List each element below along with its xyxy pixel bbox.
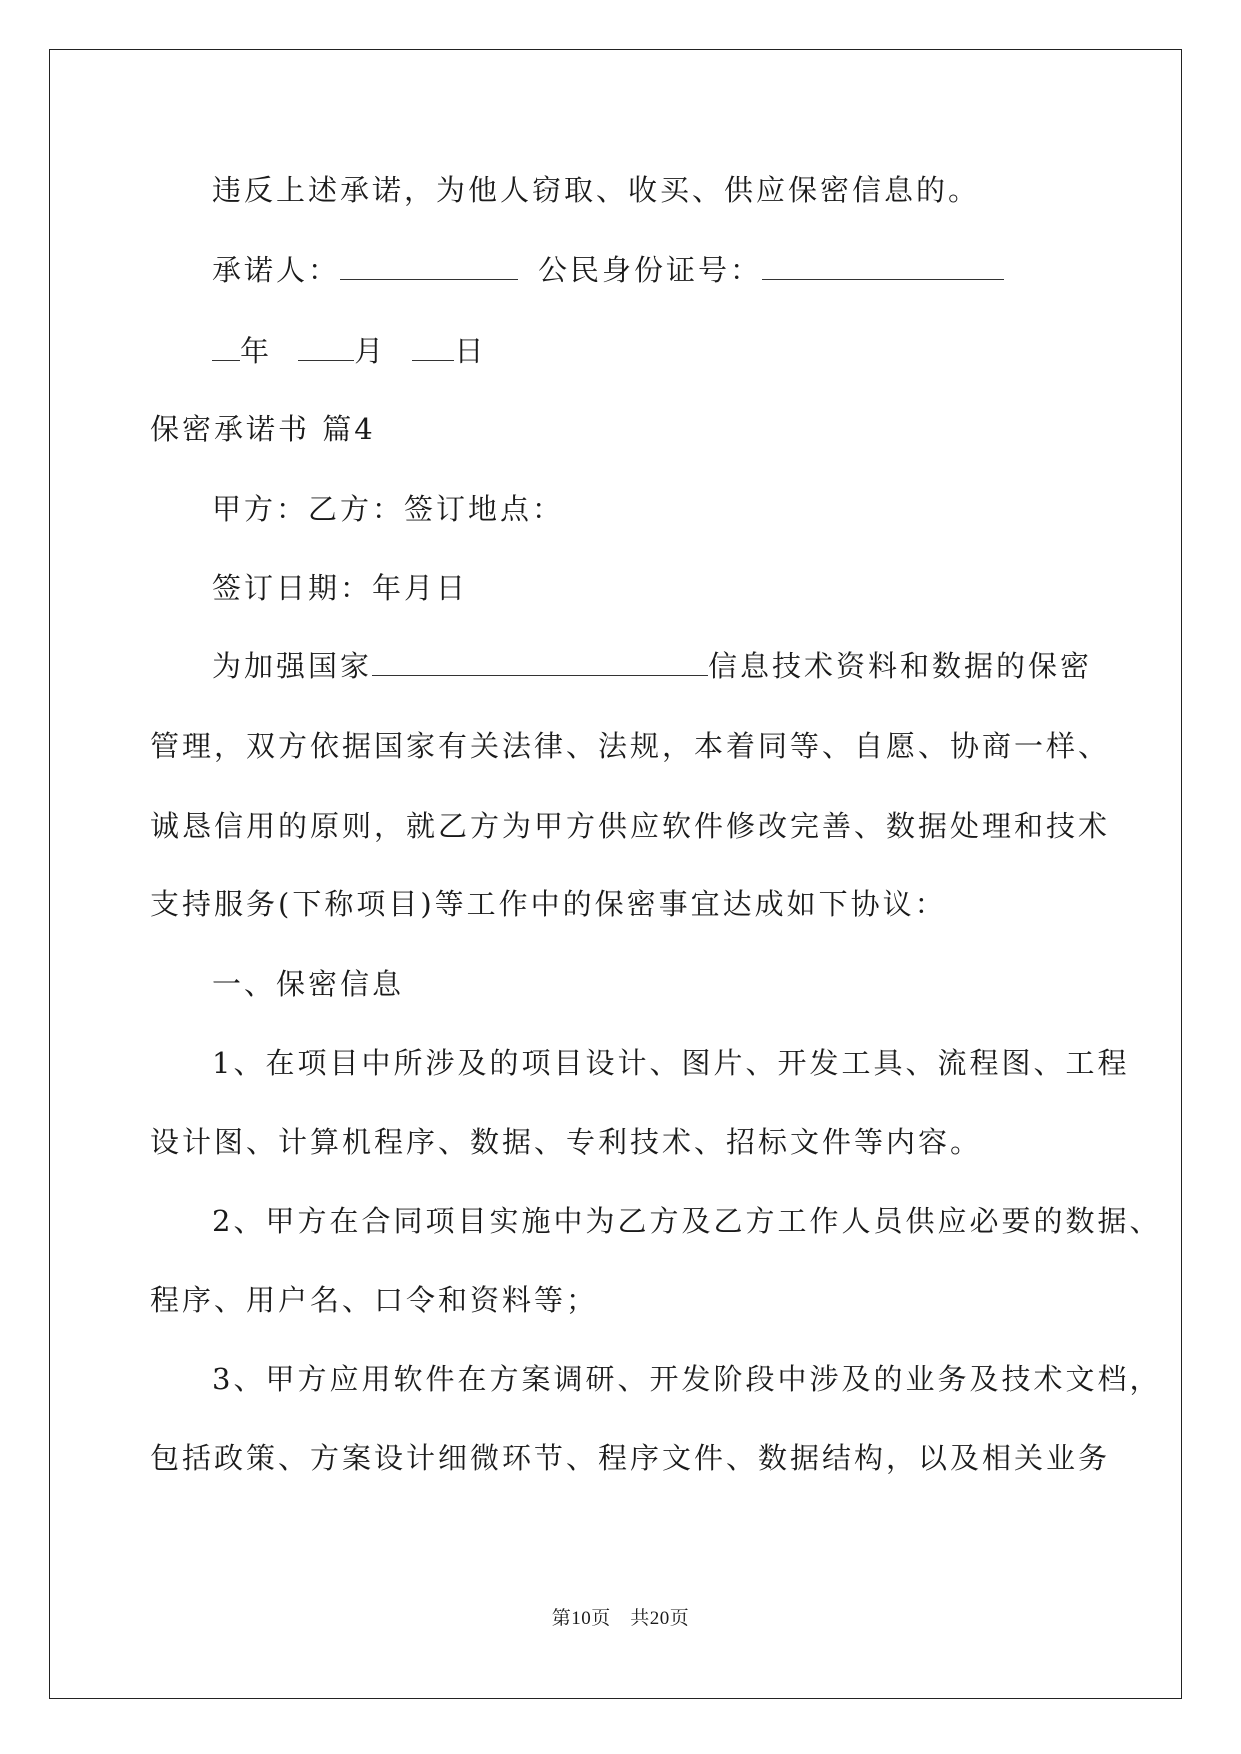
text-line: 设计图、计算机程序、数据、专利技术、招标文件等内容。	[150, 1125, 983, 1159]
text-line: 违反上述承诺，为他人窃取、收买、供应保密信息的。	[212, 173, 981, 207]
text-line: 3、甲方应用软件在方案调研、开发阶段中涉及的业务及技术文档，	[212, 1362, 1162, 1396]
day-label: 日	[454, 334, 487, 368]
text-line: 2、甲方在合同项目实施中为乙方及乙方工作人员供应必要的数据、	[212, 1204, 1162, 1238]
page-number: 第10页 共20页	[551, 1608, 690, 1629]
date-line	[212, 333, 486, 369]
text-line: 诚恳信用的原则，就乙方为甲方供应软件修改完善、数据处理和技术	[150, 809, 1111, 843]
month-label: 月	[354, 334, 387, 368]
id-number-blank	[762, 253, 1004, 280]
year-blank	[212, 334, 240, 361]
text-fragment: 为加强国家	[212, 649, 373, 683]
signature-line	[212, 252, 1004, 288]
promisor-label: 承诺人：	[212, 253, 341, 287]
day-blank	[412, 334, 454, 361]
text-line: 甲方：乙方：签订地点：	[212, 492, 565, 526]
text-line	[212, 648, 1092, 684]
year-label: 年	[240, 334, 273, 368]
info-blank	[372, 649, 708, 676]
text-fragment: 信息技术资料和数据的保密	[708, 649, 1093, 683]
text-line: 程序、用户名、口令和资料等；	[150, 1283, 599, 1317]
text-line: 支持服务(下称项目)等工作中的保密事宜达成如下协议：	[150, 887, 947, 921]
text-line: 签订日期：年月日	[212, 571, 469, 605]
id-number-label: 公民身份证号：	[538, 253, 763, 287]
clause-heading: 一、保密信息	[212, 967, 405, 1001]
month-blank	[298, 334, 354, 361]
section-heading: 保密承诺书 篇4	[150, 412, 376, 446]
text-line: 管理，双方依据国家有关法律、法规，本着同等、自愿、协商一样、	[150, 729, 1111, 763]
promisor-blank	[340, 253, 518, 280]
text-line: 包括政策、方案设计细微环节、程序文件、数据结构，以及相关业务	[150, 1441, 1111, 1475]
text-line: 1、在项目中所涉及的项目设计、图片、开发工具、流程图、工程	[212, 1046, 1130, 1080]
